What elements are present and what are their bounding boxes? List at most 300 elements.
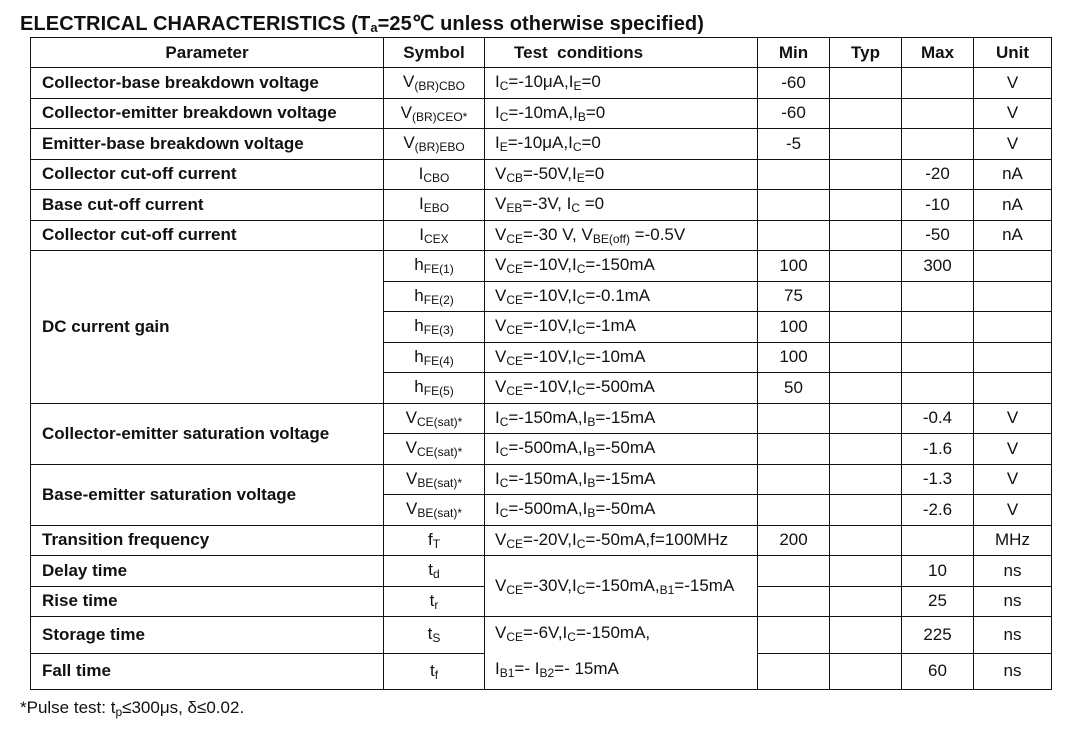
parameter-cell: Base cut-off current [31, 190, 384, 221]
symbol-cell [384, 403, 485, 434]
condition-subscript: CB [506, 170, 524, 185]
test-condition-cell [485, 159, 758, 190]
condition-subscript: C [499, 445, 509, 460]
condition-text: I [495, 72, 500, 92]
condition-text: V [495, 285, 507, 305]
condition-subscript: CE [506, 630, 524, 644]
max-cell [902, 98, 974, 129]
min-cell [758, 653, 830, 690]
symbol-subscript: BE(sat)* [417, 475, 463, 490]
condition-text: =-150mA [585, 255, 655, 275]
condition-text: =- 15mA [554, 659, 619, 678]
max-cell: -10 [902, 190, 974, 221]
unit-cell: ns [974, 653, 1052, 690]
parameter-cell: Delay time [31, 556, 384, 587]
title-subscript: a [370, 20, 378, 35]
symbol-subscript: FE(1) [423, 262, 454, 277]
condition-text: V [495, 224, 507, 244]
condition-text: V [495, 346, 507, 366]
condition-subscript: B [587, 414, 596, 429]
symbol-subscript: FE(2) [423, 292, 454, 307]
parameter-cell: Transition frequency [31, 525, 384, 556]
condition-text: =0 [580, 194, 605, 214]
unit-cell: nA [974, 220, 1052, 251]
condition-text: =-1mA [585, 316, 636, 336]
symbol-subscript: CE(sat)* [417, 414, 463, 429]
typ-cell [830, 342, 902, 373]
min-cell [758, 403, 830, 434]
condition-subscript: C [576, 323, 586, 338]
max-cell [902, 373, 974, 404]
condition-text: V [495, 255, 507, 275]
parameter-cell: Fall time [31, 653, 384, 690]
test-condition-cell [485, 373, 758, 404]
unit-cell: V [974, 98, 1052, 129]
condition-subscript: C [576, 292, 586, 307]
condition-text: I [495, 438, 500, 458]
condition-text: I [495, 133, 500, 153]
condition-text: =-10mA [585, 346, 646, 366]
max-cell [902, 68, 974, 99]
max-cell: -50 [902, 220, 974, 251]
condition-subscript: C [499, 109, 509, 124]
condition-subscript: C [499, 506, 509, 521]
typ-cell [830, 312, 902, 343]
symbol-subscript: FE(4) [423, 353, 454, 368]
typ-cell [830, 403, 902, 434]
min-cell [758, 190, 830, 221]
symbol-cell [384, 434, 485, 465]
typ-cell [830, 220, 902, 251]
test-condition-cell [485, 434, 758, 465]
typ-cell [830, 373, 902, 404]
test-condition-cell [485, 617, 758, 690]
unit-cell: V [974, 464, 1052, 495]
max-cell: 10 [902, 556, 974, 587]
condition-text: =-10V,I [523, 377, 577, 397]
test-condition-cell [485, 129, 758, 160]
condition-subscript: BE(off) [592, 231, 630, 246]
condition-subscript: B1 [659, 582, 675, 597]
symbol-subscript: FE(5) [423, 384, 454, 399]
condition-text: V [495, 194, 507, 214]
condition-text: =-10μA,I [508, 72, 574, 92]
condition-subscript: CE [506, 384, 524, 399]
condition-text: V [495, 529, 507, 549]
condition-subscript: CE [506, 323, 524, 338]
unit-cell: V [974, 495, 1052, 526]
symbol-cell [384, 68, 485, 99]
condition-text: V [495, 316, 507, 336]
parameter-cell: DC current gain [31, 251, 384, 404]
symbol-main: I [419, 224, 425, 244]
footnote-prefix: *Pulse test: t [20, 698, 116, 717]
parameter-cell: Base-emitter saturation voltage [31, 464, 384, 525]
max-cell: 225 [902, 617, 974, 654]
symbol-main: h [414, 377, 424, 397]
parameter-cell: Collector-emitter breakdown voltage [31, 98, 384, 129]
symbol-main: t [429, 660, 435, 680]
condition-subscript: E [576, 170, 585, 185]
symbol-cell [384, 190, 485, 221]
table-row [31, 220, 1052, 251]
condition-text: =-10V,I [523, 346, 577, 366]
condition-line-2 [495, 653, 757, 689]
test-condition-cell [485, 403, 758, 434]
unit-cell [974, 251, 1052, 282]
condition-line-1 [495, 617, 757, 653]
condition-text: I [495, 468, 500, 488]
test-condition-cell [485, 190, 758, 221]
condition-subscript: B1 [499, 666, 515, 680]
condition-text: V [495, 575, 507, 595]
symbol-subscript: CBO [423, 170, 450, 185]
parameter-cell: Collector-base breakdown voltage [31, 68, 384, 99]
symbol-subscript: (BR)CEO* [412, 109, 468, 124]
symbol-cell [384, 251, 485, 282]
unit-cell: V [974, 129, 1052, 160]
typ-cell [830, 281, 902, 312]
condition-text: =-6V,I [523, 623, 568, 642]
header-row [31, 38, 1052, 68]
symbol-main: V [405, 499, 418, 519]
symbol-main: V [405, 407, 417, 427]
condition-text: =-50mA [595, 499, 656, 519]
symbol-cell [384, 586, 485, 617]
parameter-cell: Storage time [31, 617, 384, 654]
condition-subscript: CE [506, 582, 524, 597]
table-row [31, 129, 1052, 160]
symbol-main: V [402, 72, 415, 92]
max-cell [902, 342, 974, 373]
test-condition-cell [485, 312, 758, 343]
symbol-cell [384, 525, 485, 556]
min-cell [758, 464, 830, 495]
typ-cell [830, 495, 902, 526]
table-row [31, 617, 1052, 654]
symbol-subscript: CEX [424, 231, 449, 246]
table-row [31, 464, 1052, 495]
header-unit: Unit [974, 38, 1052, 68]
symbol-subscript: T [432, 536, 441, 551]
min-cell [758, 159, 830, 190]
symbol-subscript: (BR)EBO [414, 140, 465, 155]
max-cell: -1.6 [902, 434, 974, 465]
unit-cell [974, 312, 1052, 343]
condition-subscript: B [587, 475, 596, 490]
symbol-cell [384, 495, 485, 526]
min-cell [758, 556, 830, 587]
symbol-cell [384, 373, 485, 404]
condition-text: I [495, 659, 500, 678]
unit-cell [974, 342, 1052, 373]
min-cell: 50 [758, 373, 830, 404]
condition-text: =-10V,I [523, 316, 577, 336]
condition-text: V [495, 377, 507, 397]
min-cell: -60 [758, 98, 830, 129]
test-condition-cell [485, 525, 758, 556]
typ-cell [830, 586, 902, 617]
condition-text: =-20V,I [523, 529, 577, 549]
unit-cell [974, 281, 1052, 312]
condition-text: =- I [514, 659, 540, 678]
condition-subscript: CE [506, 262, 524, 277]
symbol-main: h [414, 255, 424, 275]
condition-text: =-150mA,I [508, 468, 588, 488]
test-condition-cell [485, 464, 758, 495]
symbol-subscript: FE(3) [423, 323, 454, 338]
symbol-subscript: (BR)CBO [414, 79, 465, 94]
condition-text: =-50mA,f=100MHz [585, 529, 729, 549]
title-prefix: ELECTRICAL CHARACTERISTICS (T [20, 13, 371, 35]
condition-text: =-50V,I [523, 163, 577, 183]
condition-subscript: EB [506, 201, 523, 216]
condition-subscript: B [587, 445, 596, 460]
symbol-subscript: d [433, 567, 440, 582]
parameter-cell: Collector cut-off current [31, 159, 384, 190]
table-row [31, 525, 1052, 556]
condition-subscript: E [499, 140, 508, 155]
symbol-cell [384, 617, 485, 654]
condition-text: =-10V,I [523, 285, 577, 305]
max-cell: -0.4 [902, 403, 974, 434]
symbol-cell [384, 312, 485, 343]
max-cell: 60 [902, 653, 974, 690]
condition-subscript: C [572, 140, 582, 155]
condition-subscript: B [587, 506, 596, 521]
max-cell: -2.6 [902, 495, 974, 526]
symbol-main: h [414, 346, 424, 366]
condition-subscript: C [499, 475, 509, 490]
condition-text: =-3V, I [522, 194, 572, 214]
condition-subscript: B2 [539, 666, 555, 680]
condition-text: =0 [585, 102, 606, 122]
test-condition-cell [485, 281, 758, 312]
typ-cell [830, 464, 902, 495]
symbol-subscript: BE(sat)* [417, 506, 463, 521]
condition-text: =-30 V, V [523, 224, 593, 244]
symbol-main: V [405, 438, 417, 458]
test-condition-cell [485, 556, 758, 617]
min-cell: 75 [758, 281, 830, 312]
symbol-main: V [403, 133, 415, 153]
condition-text: =-150mA, [585, 575, 660, 595]
table-row [31, 159, 1052, 190]
condition-subscript: CE [506, 536, 524, 551]
table-row [31, 68, 1052, 99]
condition-text: V [495, 163, 507, 183]
symbol-main: t [427, 624, 433, 644]
max-cell [902, 129, 974, 160]
min-cell: -60 [758, 68, 830, 99]
min-cell: 100 [758, 342, 830, 373]
symbol-main: V [405, 468, 418, 488]
condition-text: =-15mA [595, 407, 656, 427]
unit-cell [974, 373, 1052, 404]
condition-text: =-500mA [585, 377, 655, 397]
header-symbol: Symbol [384, 38, 485, 68]
condition-text: I [495, 499, 500, 519]
condition-subscript: C [576, 582, 586, 597]
condition-text: =0 [581, 133, 601, 153]
typ-cell [830, 190, 902, 221]
unit-cell: MHz [974, 525, 1052, 556]
footnote-suffix: ≤300μs, δ≤0.02. [122, 698, 245, 717]
unit-cell: V [974, 68, 1052, 99]
typ-cell [830, 434, 902, 465]
symbol-subscript: f [434, 667, 439, 682]
condition-subscript: CE [506, 231, 524, 246]
condition-text: I [495, 407, 500, 427]
unit-cell: V [974, 434, 1052, 465]
condition-subscript: CE [506, 292, 524, 307]
typ-cell [830, 251, 902, 282]
table-row [31, 251, 1052, 282]
typ-cell [830, 653, 902, 690]
symbol-subscript: S [432, 631, 441, 646]
symbol-subscript: r [434, 597, 439, 612]
parameter-cell: Collector cut-off current [31, 220, 384, 251]
condition-subscript: C [499, 414, 509, 429]
max-cell: -20 [902, 159, 974, 190]
symbol-main: f [427, 529, 433, 549]
header-typ: Typ [830, 38, 902, 68]
table-row [31, 556, 1052, 587]
test-condition-cell [485, 68, 758, 99]
test-condition-cell [485, 251, 758, 282]
symbol-cell [384, 98, 485, 129]
header-parameter: Parameter [31, 38, 384, 68]
condition-text: =-10mA,I [508, 102, 578, 122]
symbol-cell [384, 464, 485, 495]
symbol-cell [384, 342, 485, 373]
symbol-main: I [418, 194, 424, 214]
condition-subscript: C [571, 201, 581, 216]
condition-text: =-500mA,I [508, 499, 588, 519]
condition-text: =-0.1mA [585, 285, 651, 305]
condition-subscript: CE [506, 353, 524, 368]
condition-subscript: C [499, 79, 509, 94]
symbol-main: V [400, 102, 412, 122]
typ-cell [830, 68, 902, 99]
condition-subscript: C [567, 630, 576, 644]
condition-text: =-500mA,I [508, 438, 588, 458]
typ-cell [830, 617, 902, 654]
symbol-subscript: CE(sat)* [417, 445, 463, 460]
symbol-cell [384, 159, 485, 190]
condition-text: =0 [584, 163, 605, 183]
max-cell: -1.3 [902, 464, 974, 495]
condition-subscript: C [576, 262, 586, 277]
condition-text: =-15mA [595, 468, 656, 488]
max-cell [902, 312, 974, 343]
min-cell [758, 434, 830, 465]
typ-cell [830, 556, 902, 587]
symbol-cell [384, 556, 485, 587]
table-row [31, 98, 1052, 129]
min-cell: -5 [758, 129, 830, 160]
unit-cell: nA [974, 190, 1052, 221]
symbol-main: t [429, 590, 435, 610]
condition-subscript: E [573, 79, 582, 94]
min-cell [758, 617, 830, 654]
min-cell: 100 [758, 312, 830, 343]
symbol-main: t [428, 560, 434, 580]
symbol-main: h [414, 316, 424, 336]
max-cell: 300 [902, 251, 974, 282]
symbol-main: h [414, 285, 424, 305]
symbol-main: I [418, 163, 424, 183]
min-cell: 200 [758, 525, 830, 556]
condition-text: =-50mA [595, 438, 656, 458]
symbol-cell [384, 220, 485, 251]
min-cell [758, 586, 830, 617]
test-condition-cell [485, 98, 758, 129]
unit-cell: ns [974, 556, 1052, 587]
test-condition-cell [485, 342, 758, 373]
max-cell: 25 [902, 586, 974, 617]
header-max: Max [902, 38, 974, 68]
symbol-subscript: EBO [423, 201, 450, 216]
table-row [31, 190, 1052, 221]
condition-text: =-0.5V [629, 224, 686, 244]
parameter-cell: Emitter-base breakdown voltage [31, 129, 384, 160]
condition-text: =-150mA, [575, 623, 651, 642]
table-row [31, 403, 1052, 434]
title-suffix: =25℃ unless otherwise specified) [377, 13, 704, 35]
parameter-cell: Rise time [31, 586, 384, 617]
condition-subscript: C [576, 536, 586, 551]
typ-cell [830, 525, 902, 556]
condition-text: =-10V,I [523, 255, 577, 275]
footnote-subscript: p [115, 705, 123, 719]
section-title [20, 11, 704, 36]
typ-cell [830, 98, 902, 129]
unit-cell: V [974, 403, 1052, 434]
condition-subscript: C [576, 353, 586, 368]
symbol-cell [384, 653, 485, 690]
symbol-cell [384, 281, 485, 312]
condition-text: V [495, 623, 507, 642]
condition-text: =0 [581, 72, 601, 92]
min-cell [758, 495, 830, 526]
typ-cell [830, 159, 902, 190]
min-cell [758, 220, 830, 251]
condition-text: =-30V,I [523, 575, 577, 595]
test-condition-cell [485, 495, 758, 526]
condition-text: =-10μA,I [507, 133, 573, 153]
condition-text: I [495, 102, 500, 122]
unit-cell: nA [974, 159, 1052, 190]
header-test-conditions: Test conditions [485, 38, 758, 68]
condition-subscript: B [577, 109, 586, 124]
max-cell [902, 281, 974, 312]
unit-cell: ns [974, 617, 1052, 654]
header-min: Min [758, 38, 830, 68]
test-condition-cell [485, 220, 758, 251]
condition-text: =-15mA [674, 575, 735, 595]
typ-cell [830, 129, 902, 160]
condition-subscript: C [576, 384, 586, 399]
electrical-characteristics-table [30, 37, 1052, 690]
min-cell: 100 [758, 251, 830, 282]
symbol-cell [384, 129, 485, 160]
max-cell [902, 525, 974, 556]
unit-cell: ns [974, 586, 1052, 617]
parameter-cell: Collector-emitter saturation voltage [31, 403, 384, 464]
condition-text: =-150mA,I [508, 407, 588, 427]
footnote [20, 698, 244, 719]
